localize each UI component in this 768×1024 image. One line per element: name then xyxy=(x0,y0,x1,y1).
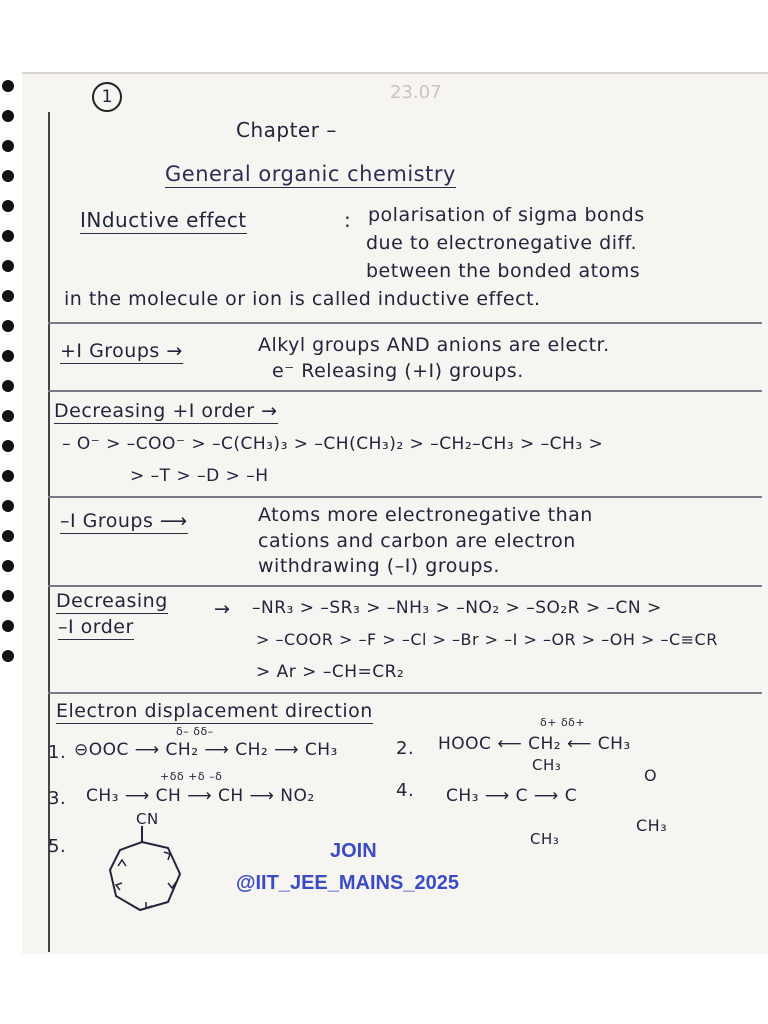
example-2-charges: δ+ δδ+ xyxy=(540,716,586,729)
example-3-number: 3. xyxy=(48,788,67,809)
inductive-term: INductive effect xyxy=(80,208,247,232)
benzene-ring-drawing xyxy=(96,822,206,932)
minus-i-order-term-1: Decreasing xyxy=(56,590,168,612)
chapter-label: Chapter – xyxy=(236,118,337,142)
minus-i-line-3: withdrawing (–I) groups. xyxy=(258,555,500,577)
example-5-number: 5. xyxy=(48,836,67,857)
minus-i-line-2: cations and carbon are electron xyxy=(258,530,576,552)
plus-i-order-term: Decreasing +I order → xyxy=(54,400,278,422)
section-divider xyxy=(48,496,762,498)
inductive-colon: : xyxy=(344,208,352,232)
section-divider xyxy=(48,322,762,324)
minus-i-order-term-2: –I order xyxy=(58,616,134,638)
example-3-formula: CH₃ ⟶ CH ⟶ CH ⟶ NO₂ xyxy=(86,786,315,806)
minus-i-order-line-2: > –COOR > –F > –Cl > –Br > –I > –OR > –OH > –C≡CR xyxy=(256,630,718,649)
example-3-charges: +δδ +δ –δ xyxy=(160,770,223,783)
plus-i-order-line-2: > –T > –D > –H xyxy=(130,466,269,486)
section-divider xyxy=(48,692,762,694)
example-5-cyano: CN xyxy=(136,810,159,828)
chapter-title: General organic chemistry xyxy=(165,162,456,186)
plus-i-line-1: Alkyl groups AND anions are electr. xyxy=(258,334,610,356)
example-4-number: 4. xyxy=(396,780,415,801)
margin-line xyxy=(48,112,50,952)
minus-i-order-arrow: → xyxy=(214,598,231,620)
example-4-methyl: CH₃ xyxy=(636,816,668,835)
watermark-handle: @IIT_JEE_MAINS_2025 xyxy=(236,872,459,894)
example-4-top-group: CH₃ xyxy=(532,756,562,774)
inductive-line-1: polarisation of sigma bonds xyxy=(368,204,645,226)
faint-date: 23.07 xyxy=(390,82,442,103)
minus-i-order-line-3: > Ar > –CH=CR₂ xyxy=(256,662,405,682)
plus-i-line-2: e⁻ Releasing (+I) groups. xyxy=(272,360,524,382)
example-4-formula: CH₃ ⟶ C ⟶ C xyxy=(446,786,578,806)
inductive-line-2: due to electronegative diff. xyxy=(366,232,638,254)
example-2-formula: HOOC ⟵ CH₂ ⟵ CH₃ xyxy=(438,734,631,754)
example-2-number: 2. xyxy=(396,738,415,759)
inductive-line-3: between the bonded atoms xyxy=(366,260,641,282)
example-1-number: 1. xyxy=(48,742,67,763)
plus-i-order-line-1: – O⁻ > –COO⁻ > –C(CH₃)₃ > –CH(CH₃)₂ > –CH₂–CH₃ > –CH₃ > xyxy=(62,434,604,454)
minus-i-term: –I Groups ⟶ xyxy=(60,510,188,532)
displacement-title: Electron displacement direction xyxy=(56,700,373,722)
page-number: 1 xyxy=(92,82,122,112)
inductive-line-4: in the molecule or ion is called inductive effect. xyxy=(64,288,541,310)
minus-i-order-line-1: –NR₃ > –SR₃ > –NH₃ > –NO₂ > –SO₂R > –CN > xyxy=(252,598,662,618)
minus-i-line-1: Atoms more electronegative than xyxy=(258,504,593,526)
example-1-charges: δ– δδ– xyxy=(176,725,214,738)
spiral-holes xyxy=(0,70,26,950)
example-4-bottom-group: CH₃ xyxy=(530,830,560,848)
section-divider xyxy=(48,585,762,587)
watermark-join: JOIN xyxy=(330,840,377,862)
section-divider xyxy=(48,390,762,392)
example-4-oxygen: O xyxy=(644,766,658,785)
example-1-formula: ⊖OOC ⟶ CH₂ ⟶ CH₂ ⟶ CH₃ xyxy=(74,740,338,760)
plus-i-term: +I Groups → xyxy=(60,340,183,362)
